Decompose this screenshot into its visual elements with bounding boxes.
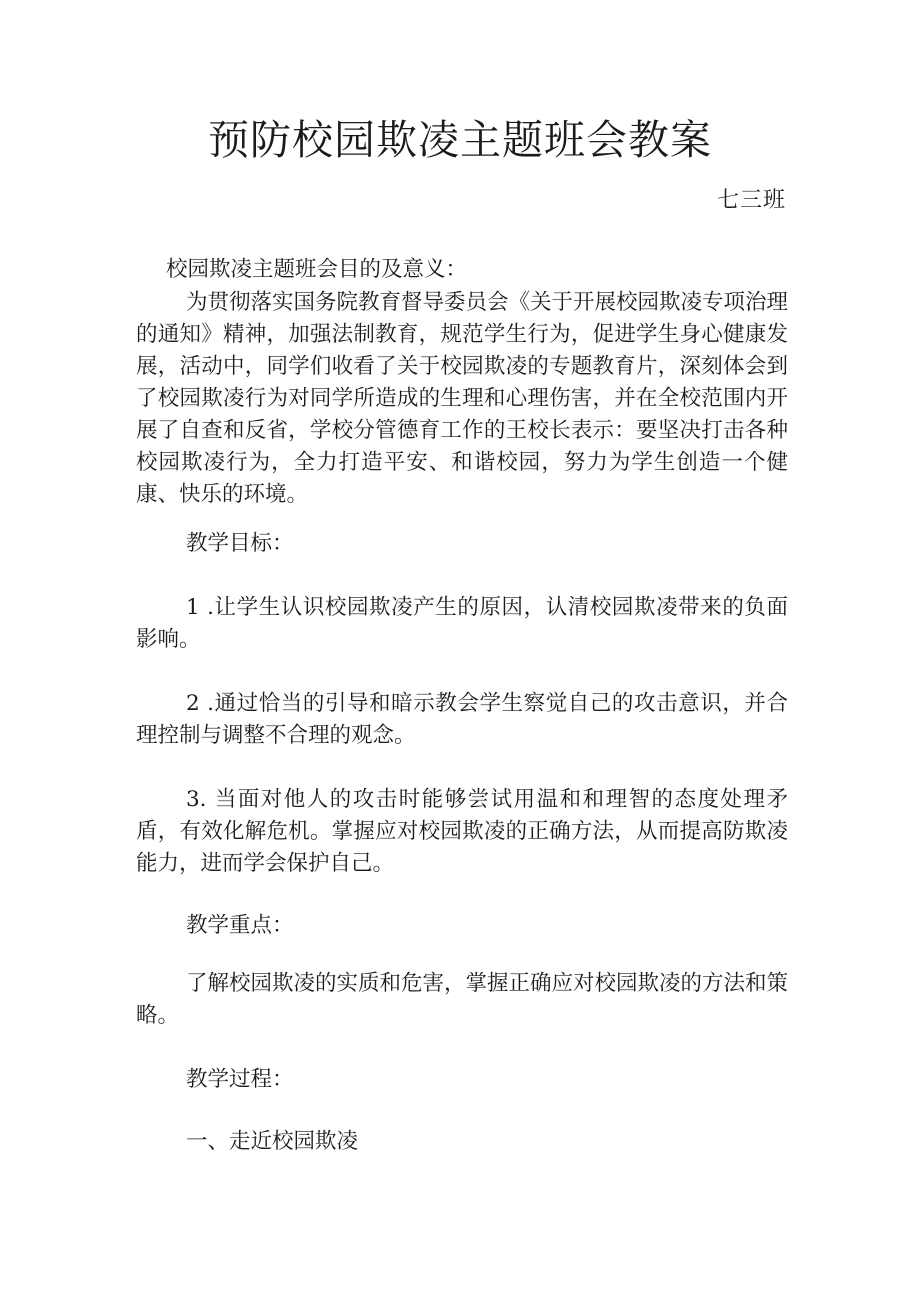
goal-item-3: 3. 当面对他人的攻击时能够尝试用温和和理智的态度处理矛盾，有效化解危机。掌握应对校园欺凌的正确方法，从而提高防欺凌能力，进而学会保护自己。 (136, 787, 788, 876)
key-points-paragraph: 了解校园欺凌的实质和危害，掌握正确应对校园欺凌的方法和策略。 (136, 971, 789, 1028)
goal-item-1: 1 .让学生认识校园欺凌产生的原因，认清校园欺凌带来的负面影响。 (136, 595, 788, 652)
class-name: 七三班 (716, 188, 786, 213)
process-section-one: 一、走近校园欺凌 (186, 1129, 359, 1154)
key-points-heading: 教学重点： (186, 913, 294, 938)
goals-heading: 教学目标： (186, 531, 294, 556)
process-heading: 教学过程： (186, 1067, 294, 1092)
purpose-heading: 校园欺凌主题班会目的及意义： (166, 257, 468, 282)
purpose-paragraph: 为贯彻落实国务院教育督导委员会《关于开展校园欺凌专项治理的通知》精神，加强法制教育，规范学生行为，促进学生身心健康发展，活动中，同学们收看了关于校园欺凌的专题教育片，深刻体会到了校园欺凌行为对同学所造成的生理和心理伤害，并在全校范围内开展了自查和反省，学校分管德育工作的王校长表示：要坚决打击各种校园欺凌行为，全力打造平安、和谐校园，努力为学生创造一个健康、快乐的环境。 (136, 290, 789, 507)
document-title: 预防校园欺凌主题班会教案 (208, 116, 712, 164)
goal-item-2: 2 .通过恰当的引导和暗示教会学生察觉自己的攻击意识，并合理控制与调整不合理的观念。 (136, 691, 788, 748)
